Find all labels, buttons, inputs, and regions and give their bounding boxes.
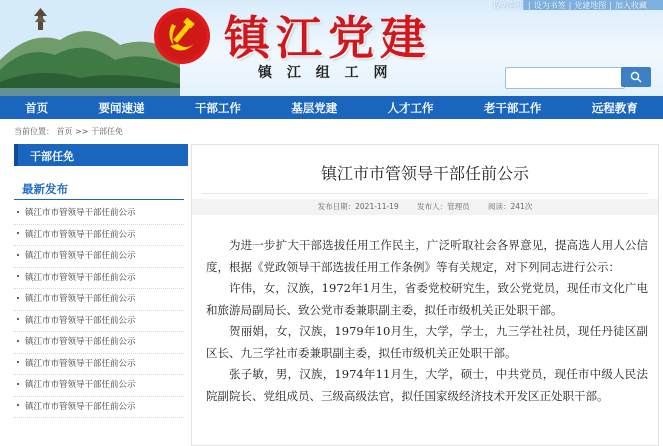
- list-item-label: 镇江市市管领导干部任前公示: [25, 401, 136, 412]
- search-icon: [630, 71, 642, 83]
- list-item-label: 镇江市市管领导干部任前公示: [25, 380, 136, 390]
- breadcrumb: [14, 126, 123, 137]
- article-publisher: 发布人：管理员: [417, 202, 470, 211]
- nav-talent[interactable]: 人才工作: [387, 100, 434, 115]
- article-paragraph: 为进一步扩大干部选拔任用工作民主，广泛听取社会各界意见，提高选人用人公信度，根据《党政领导干部选拔任用工作条例》等有关规定，对下列同志进行公示：: [206, 238, 648, 274]
- article-divider: [202, 193, 648, 194]
- list-item[interactable]: [14, 332, 184, 354]
- bullet-icon: [17, 361, 19, 363]
- set-homepage-link[interactable]: 设为首页: [492, 1, 525, 10]
- site-banner: [0, 0, 663, 96]
- breadcrumb-separator: >>: [75, 127, 89, 136]
- sidebar-divider: [14, 199, 184, 200]
- list-item[interactable]: [14, 289, 184, 311]
- list-item-label: 镇江市市管领导干部任前公示: [25, 315, 136, 326]
- add-favorite-link[interactable]: 加入收藏: [615, 1, 647, 10]
- list-item-label: 镇江市市管领导干部任前公示: [25, 294, 136, 304]
- breadcrumb-home-link[interactable]: 首页: [56, 127, 73, 136]
- bullet-icon: [17, 383, 19, 385]
- nav-remote-education[interactable]: 远程教育: [591, 100, 638, 115]
- bullet-icon: [17, 404, 19, 406]
- bullet-icon: [17, 297, 19, 299]
- bullet-icon: [17, 340, 19, 342]
- list-item-label: 镇江市市管领导干部任前公示: [25, 337, 136, 347]
- bullet-icon: [17, 275, 19, 277]
- list-item[interactable]: [14, 375, 184, 397]
- breadcrumb-current[interactable]: 干部任免: [91, 127, 124, 136]
- bookmark-link[interactable]: 设为书签: [533, 1, 566, 10]
- breadcrumb-prefix: 当前位置：: [14, 127, 54, 136]
- list-item-label: 镇江市市管领导干部任前公示: [25, 272, 136, 283]
- list-item-label: 镇江市市管领导干部任前公示: [25, 229, 136, 240]
- bullet-icon: [17, 232, 19, 234]
- list-item[interactable]: [14, 225, 184, 247]
- search-button[interactable]: [621, 67, 651, 87]
- article-body: [206, 235, 648, 407]
- list-item[interactable]: [14, 354, 184, 376]
- nav-cadre-work[interactable]: 干部工作: [194, 100, 241, 115]
- bullet-icon: [17, 211, 19, 213]
- main-nav: [0, 96, 663, 119]
- party-emblem-icon: [152, 6, 212, 66]
- article-paragraph: 张子敏，男，汉族，1974年11月生，大学，硕士，中共党员，现任市中级人民法院副院长、党组成员、三级高级法官，拟任国家级经济技术开发区正处职干部。: [206, 367, 648, 403]
- list-item[interactable]: [14, 203, 184, 225]
- article-date: 发布日期：2021-11-19: [317, 202, 399, 211]
- article-title: 镇江市市管领导干部任前公示: [320, 164, 529, 183]
- article-panel: [191, 144, 659, 446]
- top-links: 设为首页 | 设为书签 | 党建地图 | 加入收藏: [492, 1, 647, 10]
- bullet-icon: [17, 318, 19, 320]
- site-subtitle: 镇 江 组 工 网: [258, 65, 393, 81]
- article-paragraph: 许伟，女，汉族，1972年1月生，省委党校研究生，致公党党员，现任市文化广电和旅游局副局长、致公党市委兼职副主委，拟任市级机关正处职干部。: [206, 281, 648, 317]
- list-item[interactable]: [14, 246, 184, 268]
- list-item[interactable]: [14, 311, 184, 333]
- list-item[interactable]: [14, 268, 184, 290]
- article-meta: [192, 199, 658, 215]
- nav-news[interactable]: 要闻速递: [98, 100, 145, 115]
- list-item-label: 镇江市市管领导干部任前公示: [25, 358, 136, 369]
- search-input[interactable]: [505, 67, 625, 89]
- sidebar-header-label: 干部任免: [30, 150, 74, 163]
- list-item[interactable]: [14, 397, 184, 419]
- list-item-label: 镇江市市管领导干部任前公示: [25, 208, 136, 218]
- list-item-label: 镇江市市管领导干部任前公示: [25, 251, 136, 261]
- nav-home[interactable]: 首页: [25, 100, 49, 115]
- sidebar-section-title: 最新发布: [22, 182, 68, 196]
- sidebar-list: [14, 203, 184, 418]
- article-views: 阅读：241次: [488, 202, 533, 211]
- party-map-link[interactable]: 党建地图: [574, 1, 607, 10]
- nav-retired-cadres[interactable]: 老干部工作: [483, 100, 542, 115]
- sidebar-header: [14, 144, 188, 166]
- article-paragraph: 贺丽娟，女，汉族，1979年10月生，大学，学士，九三学社社员，现任丹徒区副区长、九三学社市委兼职副主委，拟任市级机关正处职干部。: [206, 324, 648, 360]
- site-title: 镇江党建: [224, 11, 432, 65]
- nav-grassroots[interactable]: 基层党建: [291, 100, 338, 115]
- bullet-icon: [17, 254, 19, 256]
